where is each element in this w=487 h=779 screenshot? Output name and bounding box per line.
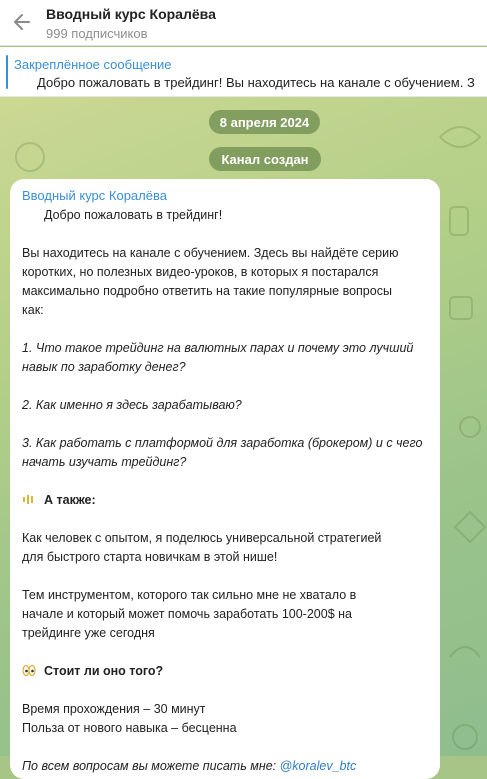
paragraph-line: Тем инструментом, которого так сильно мне не хватало в <box>22 588 357 602</box>
message-body <box>22 206 432 776</box>
intro-line: коротких, но полезных видео-уроков, в которых я постарался <box>22 265 379 279</box>
sound-emoji-icon <box>22 493 36 506</box>
paragraph-line: трейдинге уже сегодня <box>22 626 155 640</box>
contact-text: По всем вопросам вы можете писать мне: <box>22 759 280 773</box>
channel-title[interactable]: Вводный курс Коралёва <box>46 6 216 22</box>
question-3-line: начать изучать трейдинг? <box>22 455 187 469</box>
pinned-accent-bar <box>6 55 8 89</box>
worth-label: Стоит ли оно того? <box>44 664 164 678</box>
contact-line <box>22 757 432 776</box>
paragraph-line: для быстрого старта новичкам в этой нише! <box>22 550 278 564</box>
question-1-line: навык по заработку денег? <box>22 360 186 374</box>
date-separator: 8 апреля 2024 <box>209 110 320 134</box>
intro-line: Вы находитесь на канале с обучением. Здесь вы найдёте серию <box>22 246 399 260</box>
message-author[interactable]: Вводный курс Коралёва <box>22 188 167 203</box>
paragraph-line: начале и который может помочь заработать 100-200$ на <box>22 607 352 621</box>
question-1-line: 1. Что такое трейдинг на валютных парах и почему это лучший <box>22 341 414 355</box>
welcome-line: Добро пожаловать в трейдинг! <box>44 208 223 222</box>
paragraph-line: Как человек с опытом, я поделюсь универсальной стратегией <box>22 531 382 545</box>
service-message: Канал создан <box>209 147 321 171</box>
contact-link[interactable]: @koralev_btc <box>279 759 357 773</box>
question-3-line: 3. Как работать с платформой для заработка (брокером) и с чего <box>22 436 423 450</box>
duration-line: Время прохождения – 30 минут <box>22 702 206 716</box>
pinned-message-bar[interactable] <box>0 47 487 97</box>
eyes-emoji-icon <box>22 664 36 677</box>
question-2-line: 2. Как именно я здесь зарабатываю? <box>22 398 242 412</box>
message-bubble[interactable] <box>10 179 440 779</box>
back-arrow-icon <box>12 12 32 32</box>
worth-heading <box>22 662 432 681</box>
also-heading <box>22 491 432 510</box>
chat-header <box>0 0 487 46</box>
subscriber-count: 999 подписчиков <box>46 26 148 41</box>
also-label: А также: <box>44 493 96 507</box>
intro-line: как: <box>22 303 44 317</box>
benefit-line: Польза от нового навыка – бесценна <box>22 721 237 735</box>
pinned-text: Добро пожаловать в трейдинг! Вы находитесь на канале с обучением. З <box>37 75 475 90</box>
intro-line: максимально подробно ответить на такие популярные вопросы <box>22 284 392 298</box>
pinned-title: Закреплённое сообщение <box>14 57 172 72</box>
back-button[interactable] <box>8 8 36 36</box>
